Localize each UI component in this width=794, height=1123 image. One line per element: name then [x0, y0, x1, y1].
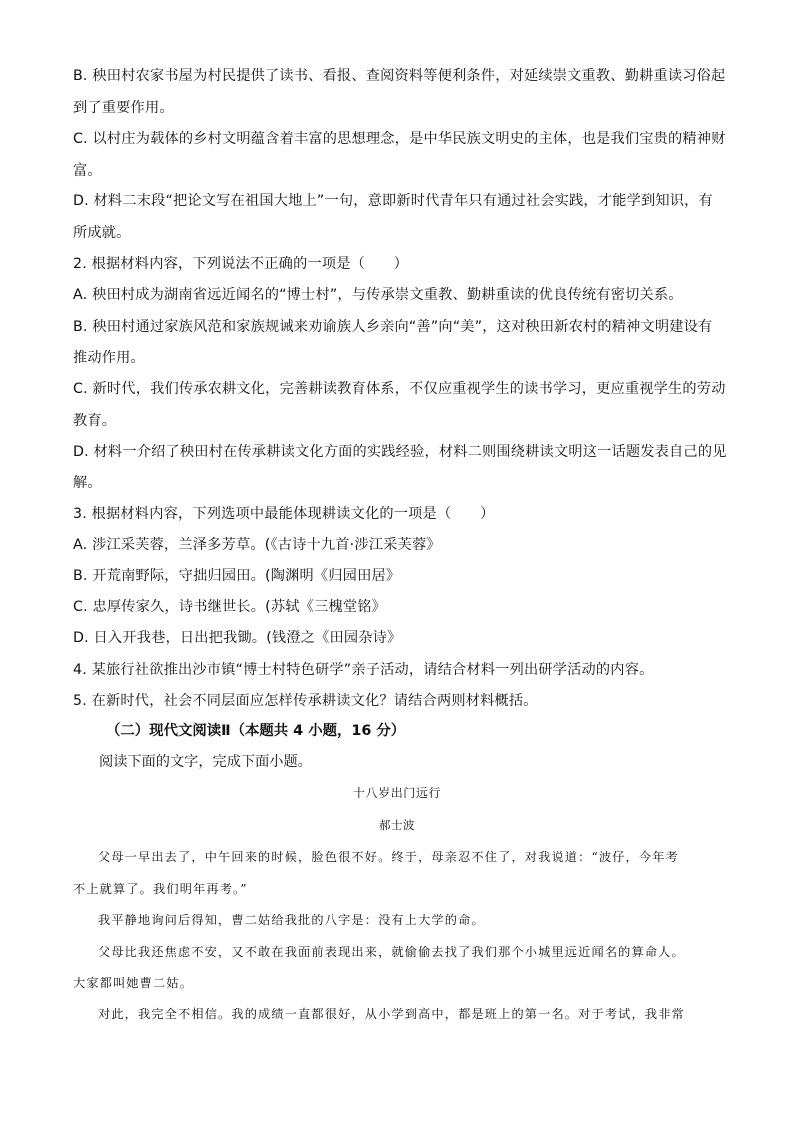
- question-3: 3. 根据材料内容，下列选项中最能体现耕读文化的一项是（ ）: [73, 506, 495, 522]
- option-d-line-1: D. 材料二末段“把论文写在祖国大地上”一句，意即新时代青年只有通过社会实践，才能学到知识，有: [73, 193, 713, 209]
- option-b-line-1: B. 秧田村农家书屋为村民提供了读书、看报、查阅资料等便利条件，对延续崇文重教、勤耕重读习俗起: [73, 68, 726, 84]
- q2-option-a: A. 秧田村成为湖南省远近闻名的“博士村”，与传承崇文重教、勤耕重读的优良传统有密切关系。: [73, 287, 683, 303]
- q3-option-a: A. 涉江采芙蓉，兰泽多芳草。(《古诗十九首·涉江采芙蓉》: [73, 537, 441, 553]
- option-d-line-2: 所成就。: [73, 225, 131, 241]
- question-4: 4. 某旅行社欲推出沙市镇“博士村特色研学”亲子活动，请结合材料一列出研学活动的内容。: [73, 662, 654, 678]
- q3-option-b: B. 开荒南野际，守拙归园田。(陶渊明《归园田居》: [73, 568, 401, 584]
- q2-option-c-line-1: C. 新时代，我们传承农耕文化，完善耕读教育体系，不仅应重视学生的读书学习，更应重视学生的劳动: [73, 381, 726, 397]
- story-title: 十八岁出门远行: [352, 786, 442, 800]
- section-heading: （二）现代文阅读Ⅱ（本题共 4 小题，16 分）: [106, 723, 406, 739]
- option-c-line-2: 富。: [73, 163, 102, 179]
- story-paragraph-line: 父母比我还焦虑不安，又不敢在我面前表现出来，就偷偷去找了我们那个小城里远近闻名的算命人。: [98, 945, 685, 959]
- story-paragraph-line: 父母一早出去了，中午回来的时候，脸色很不好。终于，母亲忍不住了，对我说道：“波仔，今年考: [98, 850, 679, 864]
- story-paragraph-line: 大家都叫她曹二姑。: [73, 976, 194, 990]
- q2-option-b-line-2: 推动作用。: [73, 350, 145, 366]
- story-paragraph-line: 对此，我完全不相信。我的成绩一直都很好，从小学到高中，都是班上的第一名。对于考试，我非常: [98, 1007, 685, 1021]
- story-paragraph-line: 我平静地询问后得知，曹二姑给我批的八字是：没有上大学的命。: [98, 913, 485, 927]
- q2-option-d-line-2: 解。: [73, 475, 102, 491]
- story-paragraph-line: 不上就算了。我们明年再考。”: [73, 882, 248, 896]
- option-b-line-2: 到了重要作用。: [73, 100, 174, 116]
- question-5: 5. 在新时代，社会不同层面应怎样传承耕读文化？请结合两则材料概括。: [73, 693, 538, 709]
- q2-option-c-line-2: 教育。: [73, 413, 117, 429]
- story-author: 郝士波: [379, 818, 415, 832]
- question-2: 2. 根据材料内容，下列说法不正确的一项是（ ）: [73, 256, 409, 272]
- q3-option-d: D. 日入开我巷，日出把我锄。(钱澄之《田园杂诗》: [73, 630, 402, 646]
- section-instruction: 阅读下面的文字，完成下面小题。: [99, 754, 312, 770]
- option-c-line-1: C. 以村庄为载体的乡村文明蕴含着丰富的思想理念，是中华民族文明史的主体，也是我们宝贵的精神财: [73, 131, 726, 147]
- q2-option-b-line-1: B. 秧田村通过家族风范和家族规诫来劝谕族人乡亲向“善”向“美”，这对秧田新农村的精神文明建设有: [73, 319, 713, 335]
- q2-option-d-line-1: D. 材料一介绍了秧田村在传承耕读文化方面的实践经验，材料二则围绕耕读文明这一话题发表自己的见: [73, 444, 727, 460]
- q3-option-c: C. 忠厚传家久，诗书继世长。(苏轼《三槐堂铭》: [73, 599, 387, 615]
